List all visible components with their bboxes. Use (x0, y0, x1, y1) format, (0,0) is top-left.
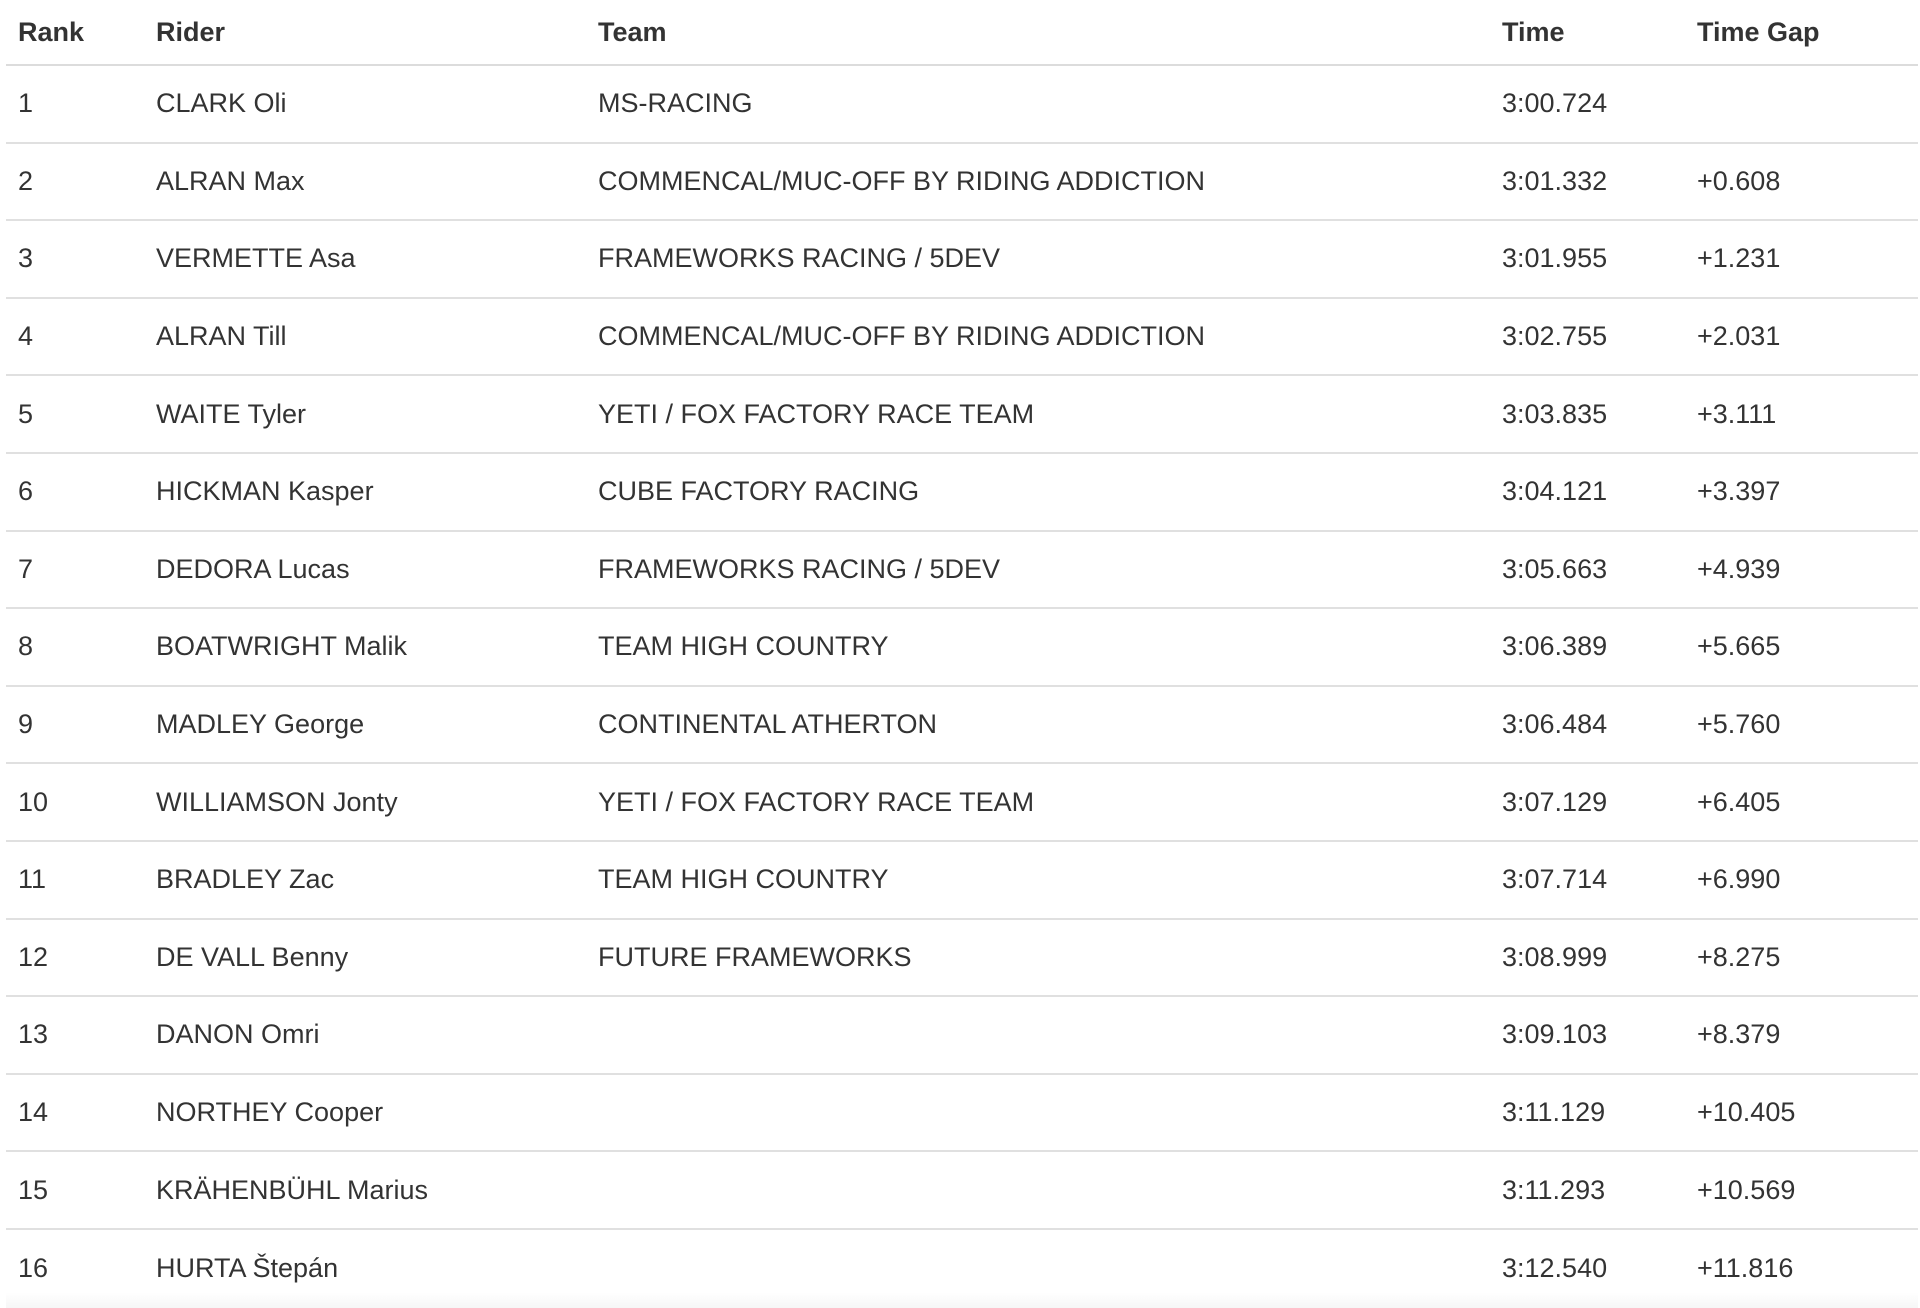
cell-time: 3:07.714 (1502, 864, 1608, 895)
cell-time-gap: +8.379 (1697, 1019, 1781, 1050)
cell-team: CONTINENTAL ATHERTON (598, 709, 938, 740)
results-table (6, 0, 1918, 1308)
table-row[interactable] (6, 1075, 1918, 1153)
cell-time: 3:09.103 (1502, 1019, 1608, 1050)
cell-rank: 15 (18, 1174, 49, 1205)
cell-time-gap: +5.665 (1697, 631, 1781, 662)
header-rider[interactable]: Rider (156, 16, 226, 47)
cell-time: 3:01.332 (1502, 165, 1608, 196)
cell-time: 3:06.484 (1502, 709, 1608, 740)
cell-team: YETI / FOX FACTORY RACE TEAM (598, 398, 1035, 429)
cell-rider: VERMETTE Asa (156, 243, 356, 274)
cell-time-gap: +2.031 (1697, 321, 1781, 352)
cell-team: FRAMEWORKS RACING / 5DEV (598, 243, 1001, 274)
cell-time: 3:11.293 (1502, 1174, 1606, 1205)
cell-time-gap: +1.231 (1697, 243, 1781, 274)
header-rank[interactable]: Rank (18, 16, 85, 47)
table-row[interactable] (6, 454, 1918, 532)
table-header (6, 0, 1918, 66)
cell-time-gap: +5.760 (1697, 709, 1781, 740)
table-row[interactable] (6, 66, 1918, 144)
cell-rank: 3 (18, 243, 34, 274)
cell-time: 3:02.755 (1502, 321, 1608, 352)
cell-time-gap: +11.816 (1697, 1253, 1794, 1284)
cell-time: 3:04.121 (1502, 476, 1608, 507)
table-row[interactable] (6, 221, 1918, 299)
cell-rider: BRADLEY Zac (156, 864, 335, 895)
cell-time-gap: +10.569 (1697, 1174, 1796, 1205)
cell-rider: HICKMAN Kasper (156, 476, 374, 507)
cell-rider: WILLIAMSON Jonty (156, 786, 398, 817)
cell-time-gap: +6.405 (1697, 786, 1781, 817)
cell-time-gap: +6.990 (1697, 864, 1781, 895)
cell-rank: 5 (18, 398, 34, 429)
table-body (6, 66, 1918, 1308)
table-row[interactable] (6, 1152, 1918, 1230)
cell-rider: NORTHEY Cooper (156, 1097, 384, 1128)
cell-team: FUTURE FRAMEWORKS (598, 941, 912, 972)
cell-rank: 4 (18, 321, 34, 352)
cell-time: 3:03.835 (1502, 398, 1608, 429)
cell-team: COMMENCAL/MUC-OFF BY RIDING ADDICTION (598, 165, 1206, 196)
cell-team: FRAMEWORKS RACING / 5DEV (598, 553, 1001, 584)
table-row[interactable] (6, 687, 1918, 765)
cell-time: 3:08.999 (1502, 941, 1608, 972)
cell-rider: DE VALL Benny (156, 941, 349, 972)
cell-time-gap: +3.111 (1697, 398, 1777, 429)
cell-time: 3:12.540 (1502, 1253, 1608, 1284)
cell-rank: 6 (18, 476, 34, 507)
cell-time: 3:05.663 (1502, 553, 1608, 584)
cell-rank: 1 (18, 88, 34, 119)
cell-time: 3:06.389 (1502, 631, 1608, 662)
cell-rider: ALRAN Till (156, 321, 287, 352)
cell-rider: CLARK Oli (156, 88, 287, 119)
cell-rider: HURTA Štepán (156, 1253, 339, 1284)
header-time[interactable]: Time (1502, 16, 1565, 47)
cell-rank: 13 (18, 1019, 49, 1050)
cell-rank: 8 (18, 631, 34, 662)
cell-rider: DANON Omri (156, 1019, 320, 1050)
cell-rider: DEDORA Lucas (156, 553, 350, 584)
cell-time-gap: +0.608 (1697, 165, 1781, 196)
table-row[interactable] (6, 764, 1918, 842)
cell-team: COMMENCAL/MUC-OFF BY RIDING ADDICTION (598, 321, 1206, 352)
cell-rank: 10 (18, 786, 49, 817)
cell-rank: 14 (18, 1097, 49, 1128)
table-row[interactable] (6, 376, 1918, 454)
cell-time: 3:07.129 (1502, 786, 1608, 817)
cell-rider: MADLEY George (156, 709, 365, 740)
cell-time: 3:00.724 (1502, 88, 1608, 119)
table-row[interactable] (6, 842, 1918, 920)
cell-time-gap: +8.275 (1697, 941, 1781, 972)
cell-team: CUBE FACTORY RACING (598, 476, 920, 507)
header-team[interactable]: Team (598, 16, 667, 47)
cell-rank: 7 (18, 553, 34, 584)
table-row[interactable] (6, 144, 1918, 222)
cell-time: 3:01.955 (1502, 243, 1608, 274)
cell-team: TEAM HIGH COUNTRY (598, 631, 889, 662)
cell-rank: 2 (18, 165, 34, 196)
cell-time-gap: +4.939 (1697, 553, 1781, 584)
cell-rider: WAITE Tyler (156, 398, 307, 429)
cell-rank: 12 (18, 941, 49, 972)
cell-rank: 16 (18, 1253, 49, 1284)
cell-rider: BOATWRIGHT Malik (156, 631, 408, 662)
cell-rank: 11 (18, 864, 47, 895)
cell-team: MS-RACING (598, 88, 753, 119)
table-row[interactable] (6, 1230, 1918, 1308)
table-row[interactable] (6, 532, 1918, 610)
cell-time-gap: +3.397 (1697, 476, 1781, 507)
cell-team: TEAM HIGH COUNTRY (598, 864, 889, 895)
table-row[interactable] (6, 299, 1918, 377)
cell-rider: ALRAN Max (156, 165, 305, 196)
table-row[interactable] (6, 920, 1918, 998)
cell-time: 3:11.129 (1502, 1097, 1606, 1128)
table-row[interactable] (6, 609, 1918, 687)
cell-team: YETI / FOX FACTORY RACE TEAM (598, 786, 1035, 817)
cell-rider: KRÄHENBÜHL Marius (156, 1174, 429, 1205)
table-row[interactable] (6, 997, 1918, 1075)
cell-time-gap: +10.405 (1697, 1097, 1796, 1128)
cell-rank: 9 (18, 709, 34, 740)
header-time-gap[interactable]: Time Gap (1697, 16, 1820, 47)
